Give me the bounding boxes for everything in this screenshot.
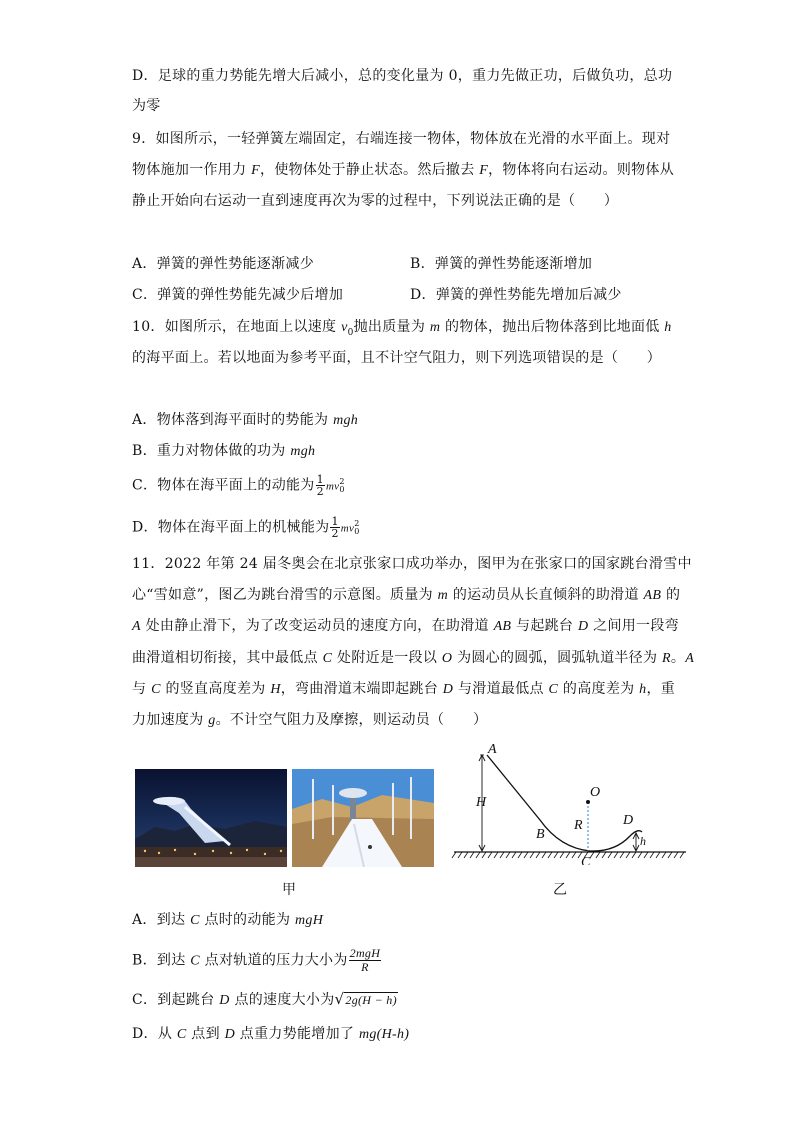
label-B: B [536, 827, 545, 842]
sqrt-sign: √ [334, 990, 345, 1008]
label-R: R [574, 818, 583, 833]
caption-jia: 甲 [282, 882, 296, 898]
label-H: H [476, 795, 487, 810]
ski-jump-diagram [450, 740, 690, 865]
label-C: C [581, 855, 591, 865]
ground-hatch [452, 852, 684, 858]
q9-option-a: A．弹簧的弹性势能逐渐减少 [132, 256, 315, 272]
q10-option-d: D．物体在海平面上的机械能为 $\frac{1}{2}$ mv 2 0 [132, 515, 360, 540]
pressure-fraction: $\frac{\text{2mgH}}{R}$ [349, 946, 381, 974]
ski-jump-night-photo [135, 769, 287, 867]
label-O: O [590, 785, 601, 800]
q11-option-c: C．到起跳台 D 点的速度大小为√2g(H − h) [132, 990, 397, 1008]
q11-stem-line1: 11．2022 年第 24 届冬奥会在北京张家口成功举办，图甲为在张家口的国家跳台滑雪中 [132, 556, 692, 572]
q10-stem-line1: 10．如图所示，在地面上以速度 $v_0$抛出质量为 m 的物体，抛出后物体落到比地面低 h [132, 319, 672, 338]
center-O-point [586, 800, 590, 804]
q8-option-d-line2: 为零 [132, 98, 161, 114]
label-D: D [623, 813, 634, 828]
ski-track [487, 755, 642, 851]
q9-stem-line2: 物体施加一作用力 F，使物体处于静止状态。然后撤去 F，物体将向右运动。则物体从 [132, 162, 675, 178]
q11-stem-line5: 与 C 的竖直高度差为 H，弯曲滑道末端即起跳台 D 与滑道最低点 C 的高度差为 h，重 [132, 681, 676, 697]
half-fraction: $\frac{1}{2}$ [331, 515, 339, 540]
q10-stem-line2: 的海平面上。若以地面为参考平面，且不计空气阻力，则下列选项错误的是（ ） [132, 350, 662, 366]
label-A: A [488, 742, 497, 757]
q8-option-d-line1: D．足球的重力势能先增大后减小，总的变化量为 0，重力先做正功，后做负功，总功 [132, 68, 673, 84]
q11-stem-line2: 心“雪如意”，图乙为跳台滑雪的示意图。质量为 m 的运动员从长直倾斜的助滑道 AB 的 [132, 587, 681, 603]
q9-option-d: D．弹簧的弹性势能先增加后减少 [410, 287, 622, 303]
q9-option-c: C．弹簧的弹性势能先减少后增加 [132, 287, 344, 303]
q9-stem-line1: 9．如图所示，一轻弹簧左端固定，右端连接一物体，物体放在光滑的水平面上。现对 [132, 131, 671, 147]
q11-stem-line6: 力加速度为 g。不计空气阻力及摩擦，则运动员（ ） [132, 712, 488, 728]
q11-option-a: A．到达 C 点时的动能为 mgH [132, 912, 324, 928]
ski-jump-day-photo [292, 769, 434, 867]
q9-stem-line3: 静止开始向右运动一直到速度再次为零的过程中，下列说法正确的是（ ） [132, 193, 619, 209]
q11-stem-line4: 曲滑道相切衔接，其中最低点 C 处附近是一段以 O 为圆心的圆弧，圆弧轨道半径为 R。A [132, 650, 695, 666]
q11-stem-line3: A 处由静止滑下，为了改变运动员的速度方向，在助滑道 AB 与起跳台 D 之间用一段弯 [132, 618, 679, 634]
label-h: h [640, 834, 646, 848]
q10-option-c: C．物体在海平面上的动能为 $\frac{1}{2}$ mv 2 0 [132, 473, 345, 498]
q10-option-b: B．重力对物体做的功为 mgh [132, 443, 316, 459]
q11-option-b: B．到达 C 点对轨道的压力大小为 $\frac{\text{2mgH}}{R}$ [132, 946, 381, 974]
q10-option-a: A．物体落到海平面时的势能为 mgh [132, 412, 359, 428]
q9-option-b: B．弹簧的弹性势能逐渐增加 [410, 256, 593, 272]
q11-option-d: D．从 C 点到 D 点重力势能增加了 mg(H-h) [132, 1026, 410, 1042]
half-fraction: $\frac{1}{2}$ [316, 473, 324, 498]
caption-yi: 乙 [553, 882, 567, 898]
